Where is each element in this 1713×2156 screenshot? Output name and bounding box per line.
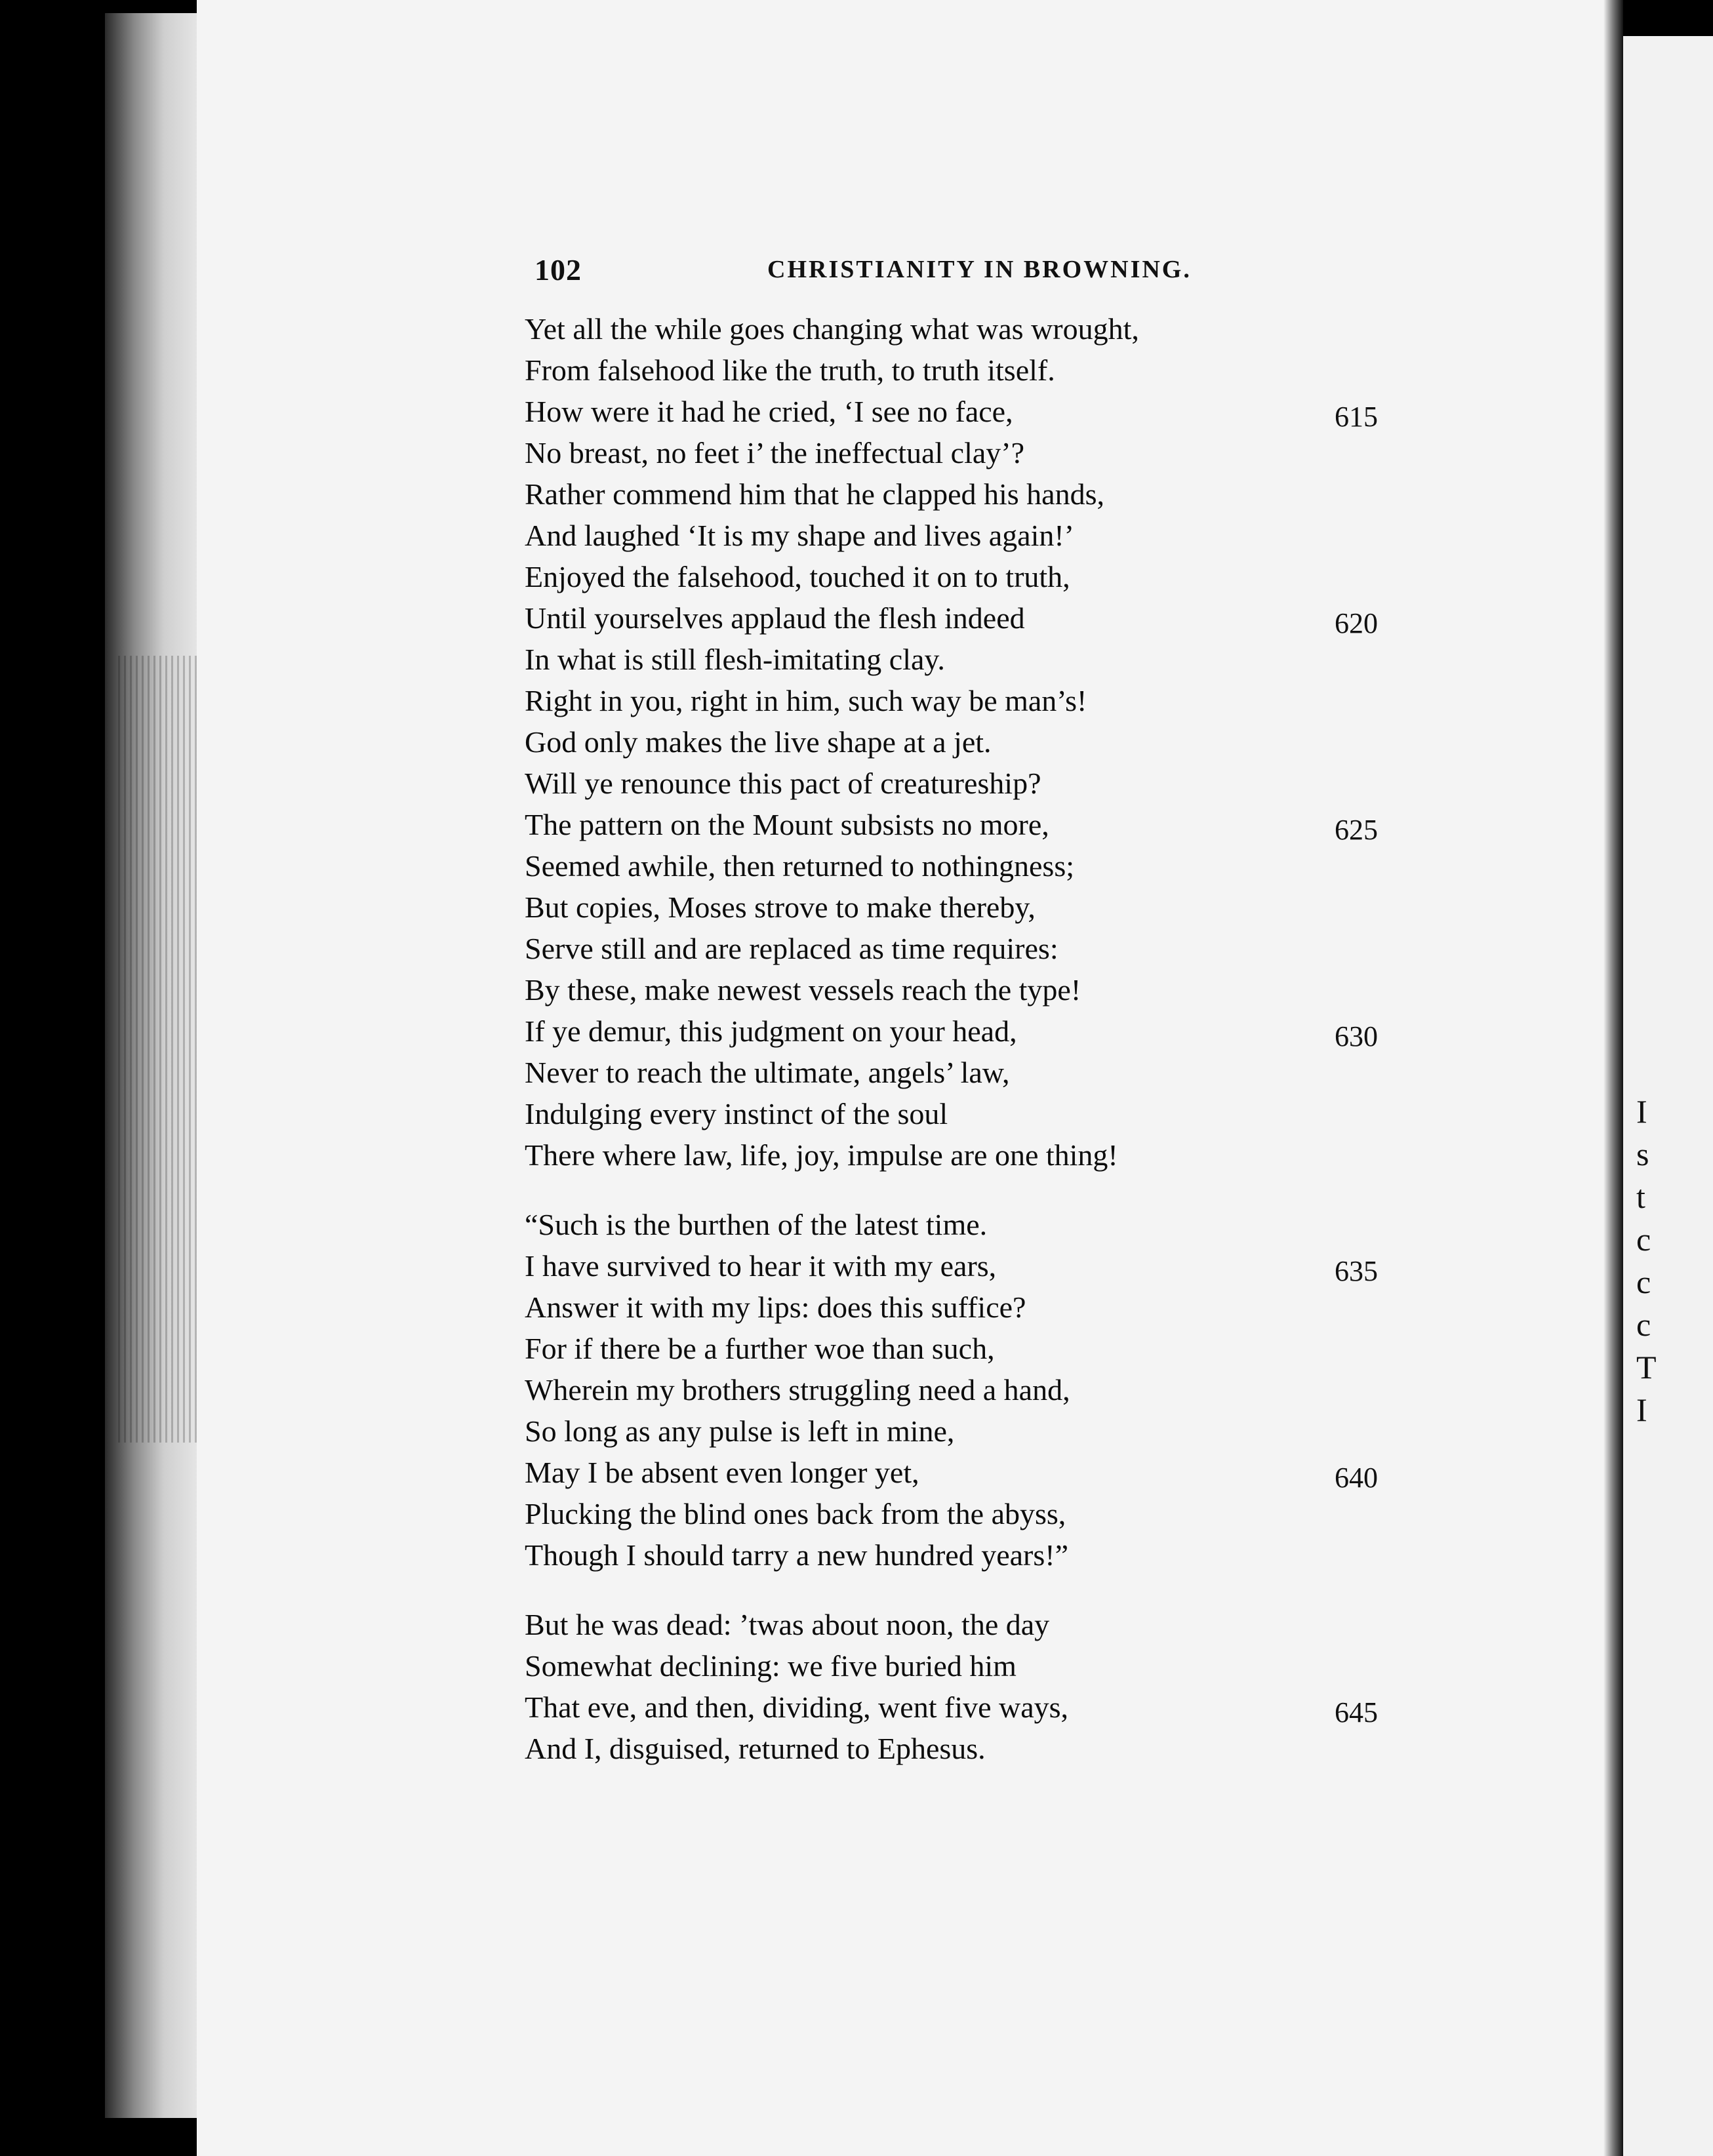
facing-fragment: T — [1636, 1349, 1657, 1386]
poem-line-text: And laughed ‘It is my shape and lives again!’ — [525, 519, 1074, 552]
poem-line-text: Indulging every instinct of the soul — [525, 1097, 948, 1130]
facing-fragment: I — [1636, 1093, 1647, 1130]
facing-fragment: c — [1636, 1221, 1651, 1258]
page-header — [534, 252, 1223, 292]
poem-line — [525, 1134, 1443, 1176]
poem-line — [525, 680, 1443, 721]
poem-line — [525, 1645, 1443, 1687]
poem-line-text: Never to reach the ultimate, angels’ law, — [525, 1056, 1010, 1089]
page-edge-marks — [118, 656, 197, 1443]
poem-line — [525, 804, 1443, 845]
stanza — [525, 308, 1443, 1176]
poem-line — [525, 1010, 1443, 1052]
facing-fragment: c — [1636, 1306, 1651, 1343]
poem-line — [525, 845, 1443, 887]
poem-line — [525, 1245, 1443, 1287]
poem-line — [525, 928, 1443, 969]
poem-line-text: Right in you, right in him, such way be man’s! — [525, 684, 1087, 717]
poem-line — [525, 349, 1443, 391]
poem-line — [525, 391, 1443, 432]
poem-line-text: I have survived to hear it with my ears, — [525, 1249, 997, 1283]
poem-line-text: May I be absent even longer yet, — [525, 1456, 919, 1489]
poem-line — [525, 1328, 1443, 1369]
poem-line-text: Though I should tarry a new hundred years!” — [525, 1538, 1069, 1572]
poem-line-text: Serve still and are replaced as time requires: — [525, 932, 1058, 965]
poem-line-text: For if there be a further woe than such, — [525, 1332, 995, 1365]
poem-line-text: By these, make newest vessels reach the type! — [525, 973, 1081, 1007]
facing-page — [1623, 36, 1713, 2156]
poem-line — [525, 1369, 1443, 1410]
poem-line — [525, 969, 1443, 1010]
poem-line-text: Seemed awhile, then returned to nothingness; — [525, 849, 1075, 883]
poem-line — [525, 1452, 1443, 1493]
facing-fragment: c — [1636, 1264, 1651, 1300]
stanza — [525, 1604, 1443, 1769]
poem-line-text: In what is still flesh-imitating clay. — [525, 643, 945, 676]
poem-line — [525, 1728, 1443, 1769]
poem-line-text: That eve, and then, dividing, went five ways, — [525, 1690, 1069, 1724]
line-number: 615 — [1335, 401, 1378, 433]
poem-line — [525, 473, 1443, 515]
poem-line — [525, 432, 1443, 473]
poem-line-text: But copies, Moses strove to make thereby, — [525, 890, 1036, 924]
poem-line — [525, 1287, 1443, 1328]
poem-line — [525, 308, 1443, 349]
facing-fragment: t — [1636, 1178, 1645, 1215]
poem-line-text: Until yourselves applaud the flesh indeed — [525, 601, 1025, 635]
poem-line — [525, 763, 1443, 804]
poem-line-text: Wherein my brothers struggling need a hand, — [525, 1373, 1070, 1407]
poem-line — [525, 887, 1443, 928]
poem-line — [525, 1604, 1443, 1645]
gutter-shadow — [1603, 0, 1623, 2156]
line-number: 625 — [1335, 814, 1378, 846]
poem-line — [525, 1052, 1443, 1093]
poem-line-text: If ye demur, this judgment on your head, — [525, 1014, 1017, 1048]
poem-line — [525, 1093, 1443, 1134]
facing-fragment: s — [1636, 1136, 1649, 1172]
poem-line-text: From falsehood like the truth, to truth itself. — [525, 353, 1055, 387]
poem-line-text: So long as any pulse is left in mine, — [525, 1414, 955, 1448]
poem-line-text: And I, disguised, returned to Ephesus. — [525, 1732, 986, 1765]
poem-line — [525, 1534, 1443, 1576]
line-number: 630 — [1335, 1020, 1378, 1052]
poem-line-text: Will ye renounce this pact of creatureship? — [525, 767, 1041, 800]
poem-line-text: There where law, life, joy, impulse are one thing! — [525, 1138, 1118, 1172]
running-title: CHRISTIANITY IN BROWNING. — [767, 256, 1192, 283]
poem-line — [525, 1204, 1443, 1245]
poem-body — [525, 308, 1443, 1790]
poem-line-text: But he was dead: ’twas about noon, the day — [525, 1608, 1050, 1641]
line-number: 645 — [1335, 1696, 1378, 1728]
page-number: 102 — [534, 253, 582, 287]
poem-line-text: Enjoyed the falsehood, touched it on to truth, — [525, 560, 1070, 593]
poem-line-text: Yet all the while goes changing what was wrought, — [525, 312, 1139, 346]
poem-line-text: Plucking the blind ones back from the abyss, — [525, 1497, 1066, 1530]
poem-line-text: Rather commend him that he clapped his hands, — [525, 477, 1104, 511]
poem-line — [525, 1410, 1443, 1452]
poem-line-text: Somewhat declining: we five buried him — [525, 1649, 1017, 1683]
poem-line-text: How were it had he cried, ‘I see no face, — [525, 395, 1013, 428]
line-number: 640 — [1335, 1462, 1378, 1494]
poem-line — [525, 721, 1443, 763]
stanza — [525, 1204, 1443, 1576]
line-number: 620 — [1335, 607, 1378, 639]
poem-line — [525, 515, 1443, 556]
facing-fragment: I — [1636, 1391, 1647, 1428]
line-number: 635 — [1335, 1255, 1378, 1287]
poem-line — [525, 597, 1443, 639]
poem-line-text: God only makes the live shape at a jet. — [525, 725, 992, 759]
poem-line-text: The pattern on the Mount subsists no more, — [525, 808, 1049, 841]
poem-line — [525, 1493, 1443, 1534]
poem-line-text: “Such is the burthen of the latest time. — [525, 1208, 988, 1241]
poem-line — [525, 556, 1443, 597]
poem-line-text: No breast, no feet i’ the ineffectual clay’? — [525, 436, 1025, 469]
poem-line — [525, 1687, 1443, 1728]
poem-line — [525, 639, 1443, 680]
poem-line-text: Answer it with my lips: does this suffice? — [525, 1290, 1026, 1324]
